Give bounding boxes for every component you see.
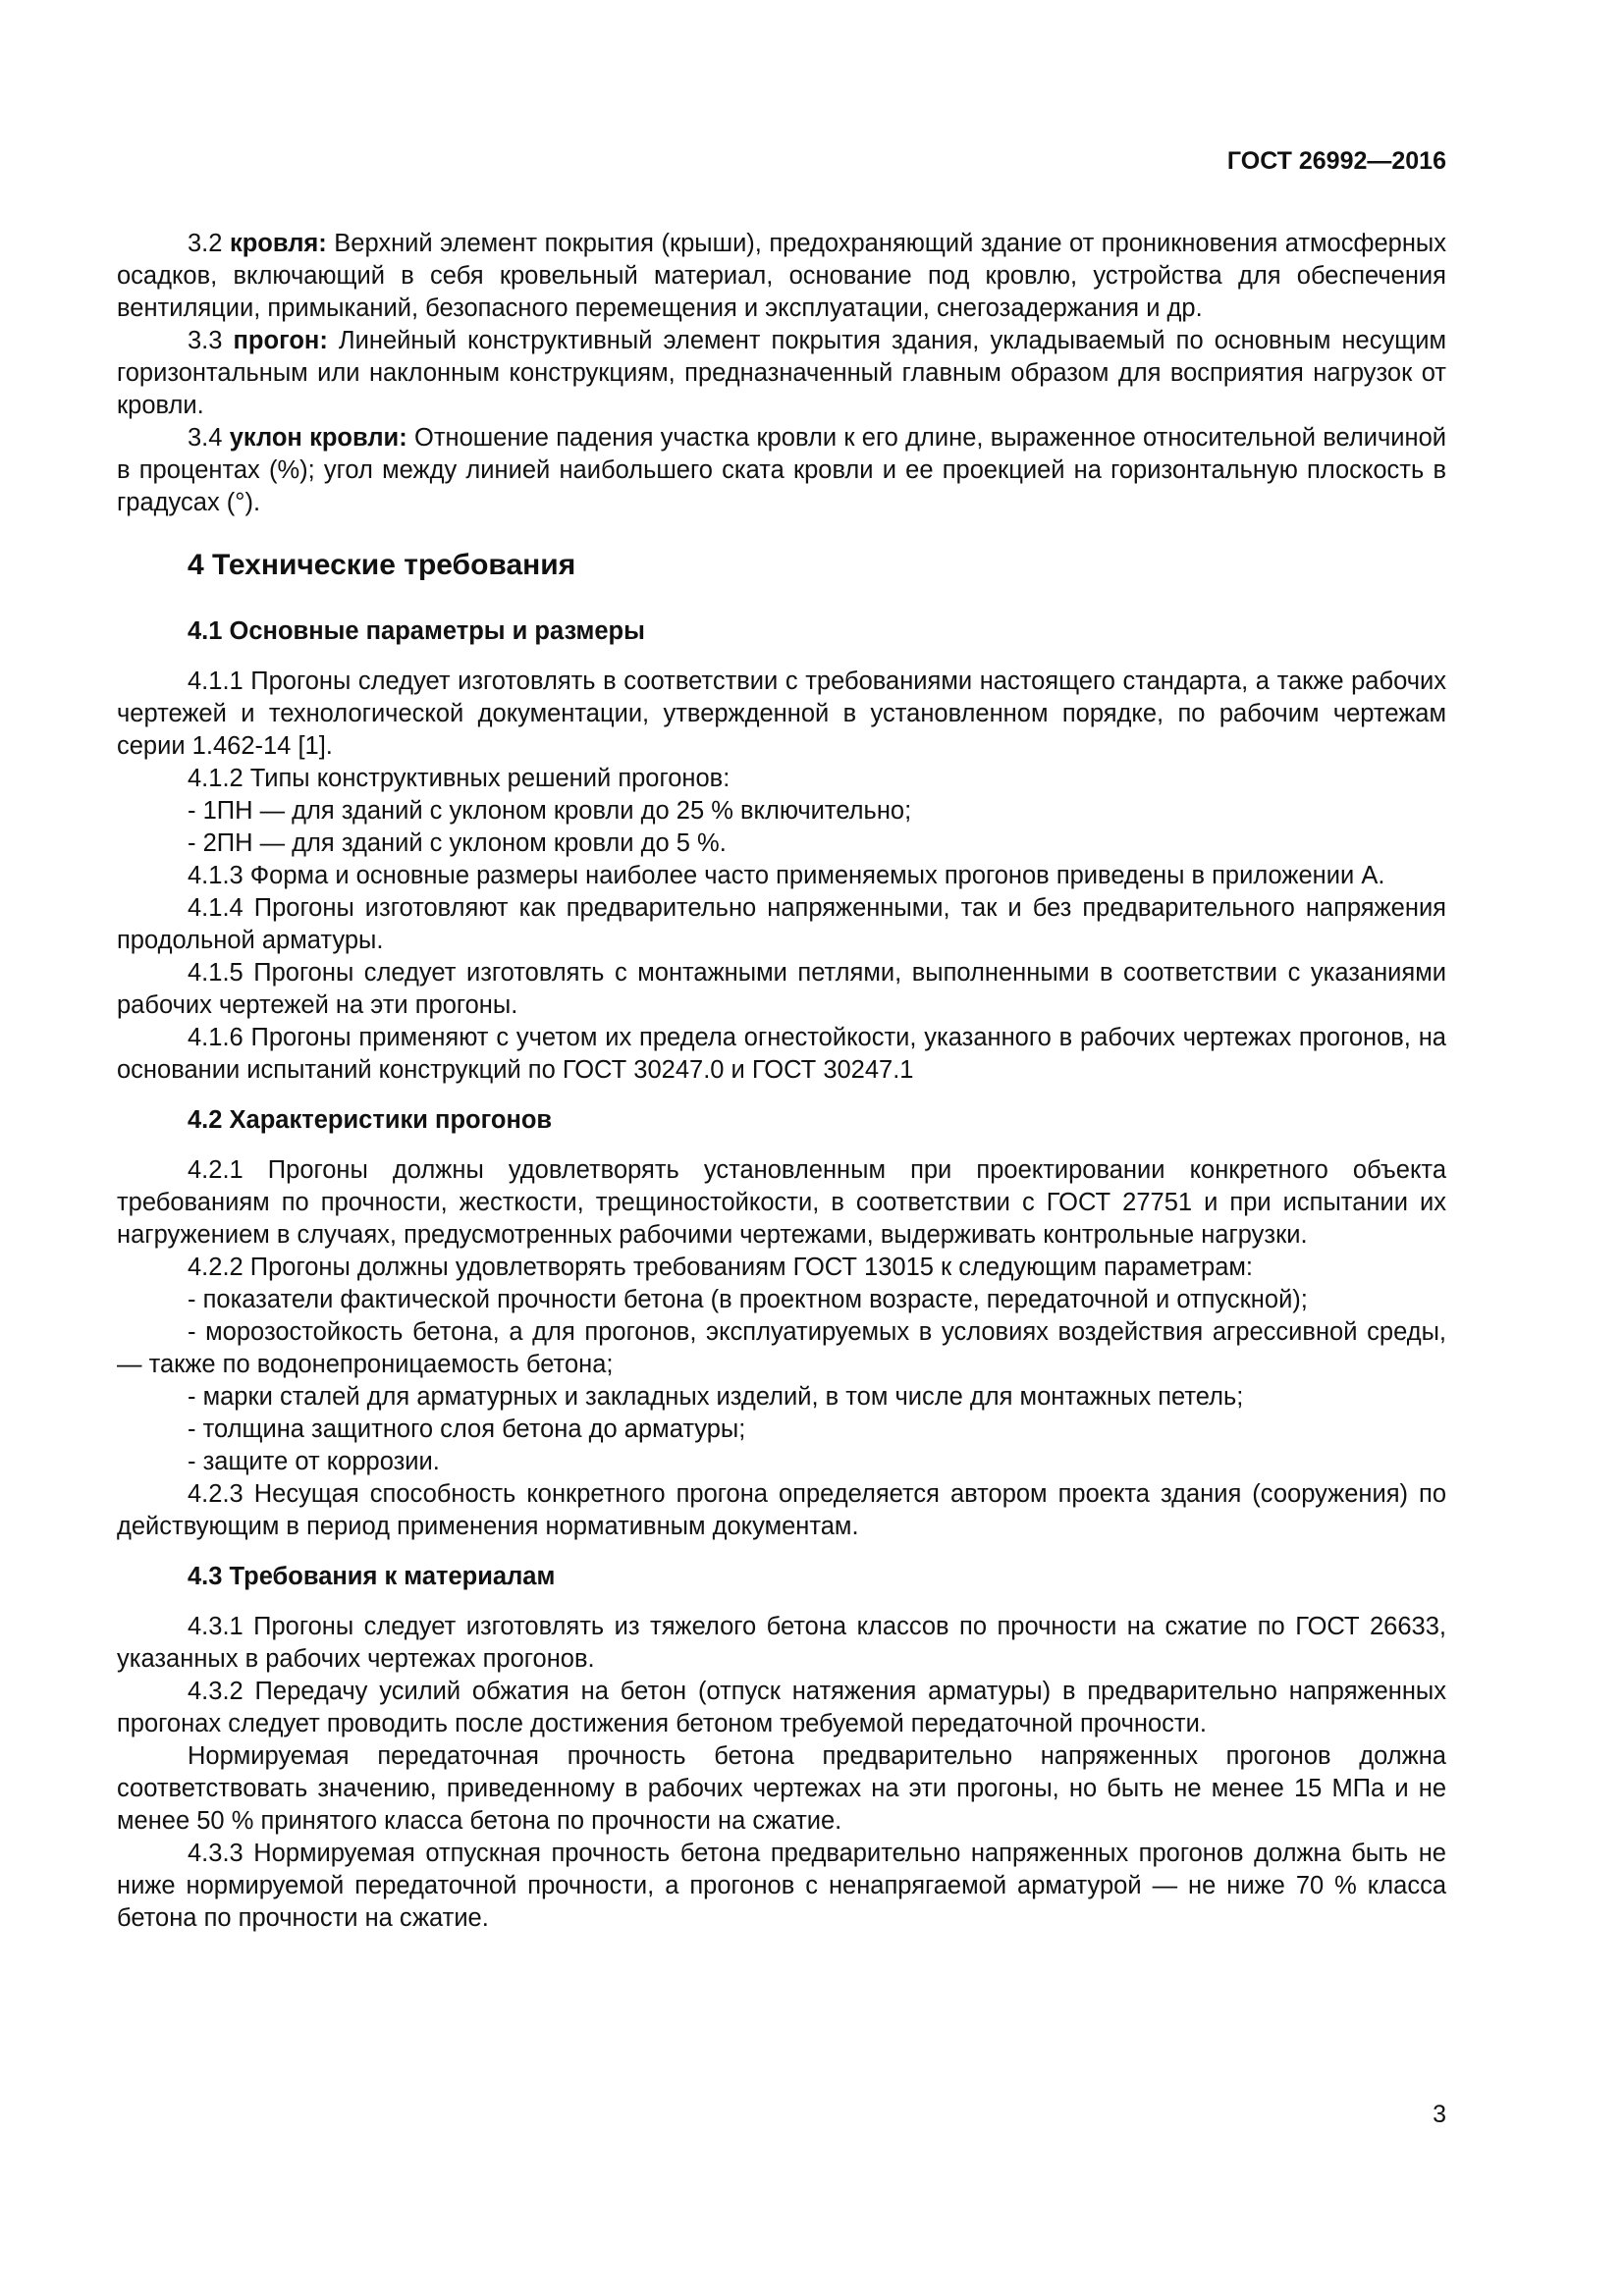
paragraph-4-2-2: 4.2.2 Прогоны должны удовлетворять требованиям ГОСТ 13015 к следующим параметрам: [188, 1254, 1253, 1281]
paragraph-4-1-4: 4.1.4 Прогоны изготовляют как предварительно напряженными, так и без предварительного напряжения продольной арматуры. [117, 894, 1446, 954]
paragraph-4-1-6: 4.1.6 Прогоны применяют с учетом их предела огнестойкости, указанного в рабочих чертежах прогонов, на основании испытаний конструкций по ГОСТ 30247.0 и ГОСТ 30247.1 [117, 1024, 1446, 1084]
document-header: ГОСТ 26992—2016 [1226, 147, 1446, 175]
term-number: 3.2 [188, 230, 223, 257]
term-definition: Отношение падения участка кровли к его длине, выраженное относительной величиной в процентах (%); угол между линией наибольшего ската кровли и ее проекцией на горизонтальную плоскость в градусах (°). [117, 424, 1447, 516]
section-4-3-heading: 4.3 Требования к материалам [188, 1563, 556, 1590]
page-number: 3 [1433, 2101, 1446, 2128]
term-name: кровля: [229, 230, 327, 257]
paragraph-4-1-5: 4.1.5 Прогоны следует изготовлять с монтажными петлями, выполненными в соответствии с указаниями рабочих чертежей на эти прогоны. [117, 959, 1446, 1019]
paragraph-4-3-3: 4.3.3 Нормируемая отпускная прочность бетона предварительно напряженных прогонов должна быть не ниже нормируемой передаточной прочности, а прогонов с ненапрягаемой арматурой — не ниже 70 % класса бетона по прочности на сжатие. [117, 1840, 1446, 1932]
list-item: - защите от коррозии. [188, 1448, 440, 1475]
term-3-4 [117, 422, 1446, 519]
section-4-2-heading: 4.2 Характеристики прогонов [188, 1106, 553, 1134]
list-item: - морозостойкость бетона, а для прогонов, эксплуатируемых в условиях воздействия агрессивной среды, — также по водонепроницаемость бетона; [117, 1318, 1446, 1378]
term-definition: Верхний элемент покрытия (крыши), предохраняющий здание от проникновения атмосферных осадков, включающий в себя кровельный материал, основание под кровлю, устройства для обеспечения вентиляции, примыканий, безопасного перемещения и эксплуатации, снегозадержания и др. [117, 230, 1446, 322]
term-3-2 [117, 228, 1446, 325]
section-4-heading: 4 Технические требования [188, 549, 576, 581]
list-item: - 1ПН — для зданий с уклоном кровли до 25 % включительно; [188, 797, 912, 825]
list-item: - показатели фактической прочности бетона (в проектном возрасте, передаточной и отпускной); [188, 1286, 1308, 1313]
paragraph-4-1-2: 4.1.2 Типы конструктивных решений прогонов: [188, 765, 731, 792]
section-4-1-heading: 4.1 Основные параметры и размеры [188, 617, 645, 645]
term-number: 3.4 [188, 424, 223, 452]
list-item: - 2ПН — для зданий с уклоном кровли до 5 %. [188, 829, 727, 857]
term-definition: Линейный конструктивный элемент покрытия здания, укладываемый по основным несущим горизонтальным или наклонным конструкциям, предназначенный главным образом для восприятия нагрузок от кровли. [117, 327, 1446, 419]
paragraph-4-1-3: 4.1.3 Форма и основные размеры наиболее часто применяемых прогонов приведены в приложении А. [188, 862, 1385, 889]
document-body [117, 228, 1446, 1935]
paragraph-4-2-3: 4.2.3 Несущая способность конкретного прогона определяется автором проекта здания (сооружения) по действующим в период применения нормативным документам. [117, 1480, 1446, 1540]
paragraph-4-3-2-note: Нормируемая передаточная прочность бетона предварительно напряженных прогонов должна соответствовать значению, приведенному в рабочих чертежах на эти прогоны, но быть не менее 15 МПа и не менее 50 % принятого класса бетона по прочности на сжатие. [117, 1742, 1446, 1835]
paragraph-4-3-1: 4.3.1 Прогоны следует изготовлять из тяжелого бетона классов по прочности на сжатие по ГОСТ 26633, указанных в рабочих чертежах прогонов. [117, 1613, 1446, 1673]
term-number: 3.3 [188, 327, 223, 354]
list-item: - толщина защитного слоя бетона до арматуры; [188, 1415, 746, 1443]
term-name: прогон: [233, 327, 328, 354]
term-name: уклон кровли: [229, 424, 407, 452]
list-item: - марки сталей для арматурных и закладных изделий, в том числе для монтажных петель; [188, 1383, 1244, 1411]
paragraph-4-2-1: 4.2.1 Прогоны должны удовлетворять установленным при проектировании конкретного объекта требованиям по прочности, жесткости, трещиностойкости, в соответствии с ГОСТ 27751 и при испытании их нагружением в случаях, предусмотренных рабочими чертежами, выдерживать контрольные нагрузки. [117, 1156, 1446, 1249]
term-3-3 [117, 325, 1446, 422]
paragraph-4-3-2: 4.3.2 Передачу усилий обжатия на бетон (отпуск натяжения арматуры) в предварительно напряженных прогонах следует проводить после достижения бетоном требуемой передаточной прочности. [117, 1678, 1446, 1737]
paragraph-4-1-1: 4.1.1 Прогоны следует изготовлять в соответствии с требованиями настоящего стандарта, а также рабочих чертежей и технологической документации, утвержденной в установленном порядке, по рабочим чертежам серии 1.462-14 [1]. [117, 667, 1446, 760]
